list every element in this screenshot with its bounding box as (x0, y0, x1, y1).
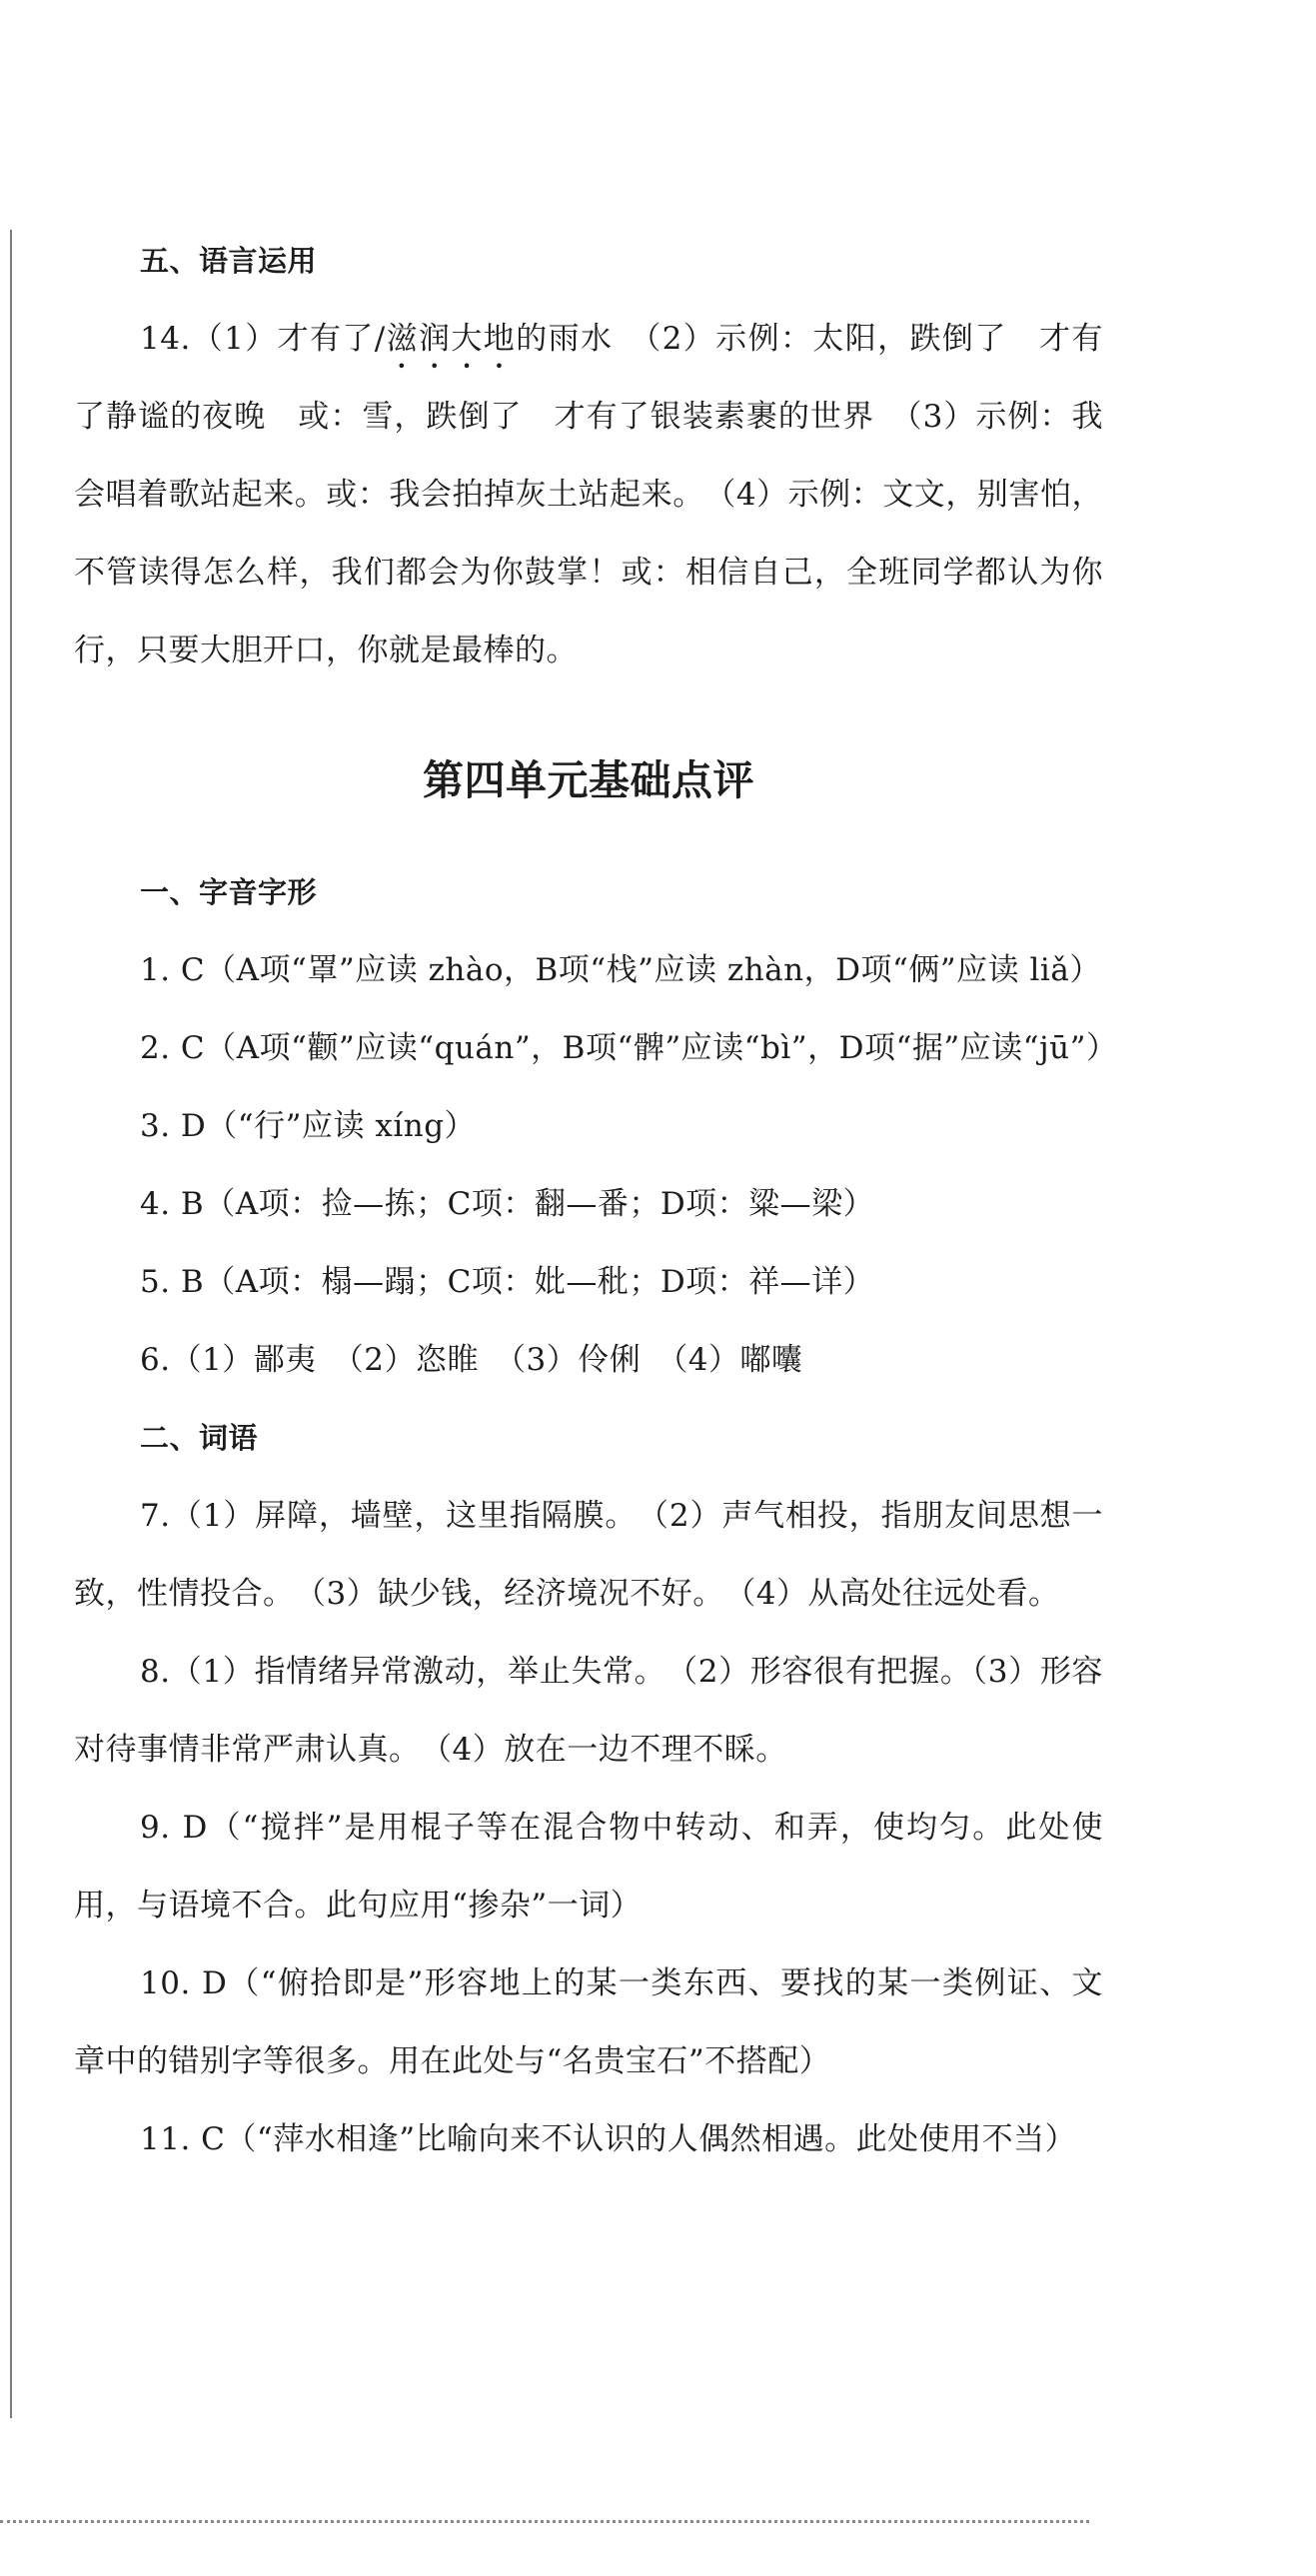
item-text: （1）才有了/ (190, 321, 386, 357)
answer-page (74, 222, 1118, 2178)
dotted-divider (0, 2520, 1089, 2523)
answer-item-6: 6.（1）鄙夷 （2）恣睢 （3）伶俐 （4）嘟囔 (140, 1342, 803, 1378)
answer-item-14 (74, 300, 1103, 689)
answer-item-3: 3. D（“行”应读 xíng） (140, 1108, 477, 1144)
emphasized-text: 滋润大地 (385, 321, 517, 357)
binding-margin-line (10, 230, 12, 2418)
section-heading-vocabulary: 二、词语 (140, 1421, 259, 1455)
item-number: 14. (140, 321, 191, 357)
section-heading-language-use: 五、语言运用 (140, 244, 318, 278)
answer-item-2: 2. C（A项“颧”应读“quán”，B项“髀”应读“bì”，D项“据”应读“jū”） (140, 1030, 1118, 1066)
answer-item-11: 11. C（“萍水相逢”比喻向来不认识的人偶然相遇。此处使用不当） (140, 2121, 1077, 2157)
answer-item-9: 9. D（“搅拌”是用棍子等在混合物中转动、和弄，使均匀。此处使用，与语境不合。此句应用“掺杂”一词） (74, 1810, 1103, 1924)
answer-item-4: 4. B（A项：捡—拣；C项：翻—番；D项：粱—梁） (140, 1186, 875, 1222)
answer-item-10: 10. D（“俯拾即是”形容地上的某一类东西、要找的某一类例证、文章中的错别字等很多。用在此处与“名贵宝石”不搭配） (74, 1965, 1103, 2079)
unit-title: 第四单元基础点评 (423, 756, 754, 804)
section-heading-pronunciation: 一、字音字形 (140, 875, 318, 909)
answer-item-5: 5. B（A项：榻—蹋；C项：妣—秕；D项：祥—详） (140, 1264, 875, 1300)
answer-item-1: 1. C（A项“罩”应读 zhào，B项“栈”应读 zhàn，D项“俩”应读 liǎ） (140, 952, 1101, 988)
answer-item-8: 8.（1）指情绪异常激动，举止失常。 （2）形容很有把握。（3）形容对待事情非常严肃认真。 （4）放在一边不理不睬。 (74, 1654, 1103, 1768)
answer-item-7: 7.（1）屏障，墙壁，这里指隔膜。 （2）声气相投，指朋友间思想一致，性情投合。 （3）缺少钱，经济境况不好。 （4）从高处往远处看。 (74, 1498, 1103, 1612)
item-text: 的雨水 （2）示例：太阳，跌倒了 才有了静谧的夜晚 或：雪，跌倒了 才有了银装素裹的世界 （3）示例：我会唱着歌站起来。或：我会拍掉灰土站起来。 （4）示例：文文，别害怕，不管读得怎么样，我们都会为你鼓掌！或：相信自己，全班同学都认为你行，只要大胆开口，你就是最棒的。 (74, 321, 1103, 668)
